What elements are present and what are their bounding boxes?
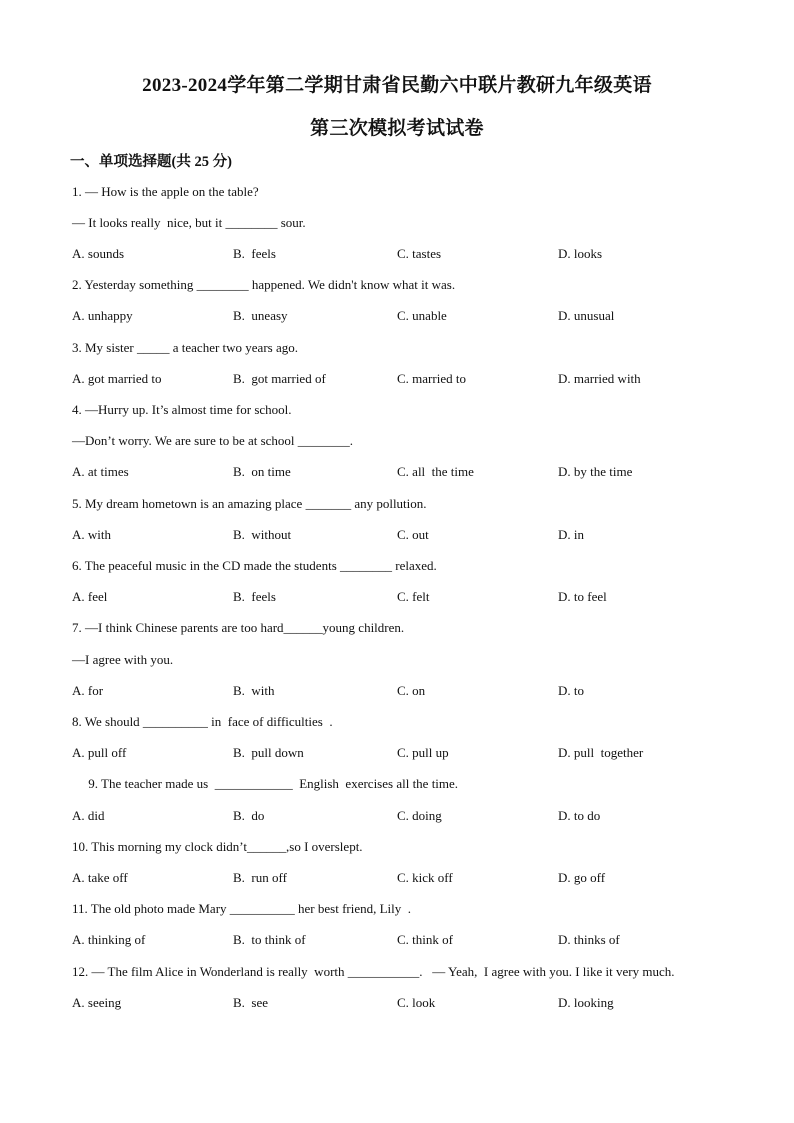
question-1-option-b: B. feels	[233, 246, 276, 261]
question-4-option-a: A. at times	[72, 464, 129, 479]
question-3-option-d: D. married with	[558, 371, 641, 386]
question-1-stem-line2: — It looks really nice, but it ________ sour.	[72, 215, 306, 230]
question-3-option-c: C. married to	[397, 371, 466, 386]
question-12-stem: 12. — The film Alice in Wonderland is really worth ___________. — Yeah, I agree with you. I like it very much.	[72, 964, 675, 979]
question-2-stem: 2. Yesterday something ________ happened. We didn't know what it was.	[72, 277, 456, 292]
question-1-option-c: C. tastes	[397, 246, 442, 261]
exam-subtitle: 第三次模拟考试试卷	[310, 118, 484, 139]
question-6-stem: 6. The peaceful music in the CD made the students ________ relaxed.	[72, 558, 437, 573]
question-7-stem-line2: —I agree with you.	[72, 652, 174, 667]
question-1-stem: 1. — How is the apple on the table?	[72, 184, 259, 199]
question-4-option-c: C. all the time	[397, 464, 474, 479]
question-11-stem: 11. The old photo made Mary __________ her best friend, Lily .	[72, 901, 412, 916]
question-8-stem: 8. We should __________ in face of difficulties .	[72, 714, 333, 729]
question-12-option-c: C. look	[397, 995, 436, 1010]
question-1-option-d: D. looks	[558, 246, 603, 261]
question-10-option-c: C. kick off	[397, 870, 453, 885]
question-5-option-c: C. out	[397, 527, 429, 542]
question-4-stem: 4. —Hurry up. It’s almost time for school.	[72, 402, 292, 417]
section-heading: 一、单项选择题(共 25 分)	[70, 154, 232, 170]
question-9-option-b: B. do	[233, 808, 265, 823]
question-5-option-b: B. without	[233, 527, 292, 542]
question-11-option-b: B. to think of	[233, 932, 306, 947]
question-12-option-b: B. see	[233, 995, 269, 1010]
question-1-option-a: A. sounds	[72, 246, 125, 261]
question-12-option-d: D. looking	[558, 995, 614, 1010]
question-11-option-a: A. thinking of	[72, 932, 146, 947]
question-10-option-a: A. take off	[72, 870, 128, 885]
question-5-option-d: D. in	[558, 527, 584, 542]
question-7-option-b: B. with	[233, 683, 275, 698]
question-4-stem-line2: —Don’t worry. We are sure to be at school ________.	[72, 433, 354, 448]
question-10-option-d: D. go off	[558, 870, 606, 885]
question-11-option-c: C. think of	[397, 932, 453, 947]
question-6-option-b: B. feels	[233, 589, 276, 604]
question-7-option-c: C. on	[397, 683, 426, 698]
question-8-option-a: A. pull off	[72, 745, 127, 760]
question-8-option-c: C. pull up	[397, 745, 449, 760]
question-3-stem: 3. My sister _____ a teacher two years ago.	[72, 340, 298, 355]
question-8-option-b: B. pull down	[233, 745, 304, 760]
question-9-option-d: D. to do	[558, 808, 601, 823]
question-9-option-c: C. doing	[397, 808, 442, 823]
question-2-option-a: A. unhappy	[72, 308, 133, 323]
question-4-option-b: B. on time	[233, 464, 291, 479]
question-5-stem: 5. My dream hometown is an amazing place _______ any pollution.	[72, 496, 427, 511]
question-6-option-c: C. felt	[397, 589, 430, 604]
question-6-option-a: A. feel	[72, 589, 108, 604]
question-9-stem: 9. The teacher made us ____________ English exercises all the time.	[72, 776, 459, 791]
question-7-option-d: D. to	[558, 683, 584, 698]
question-11-option-d: D. thinks of	[558, 932, 620, 947]
question-7-stem: 7. —I think Chinese parents are too hard______young children.	[72, 620, 405, 635]
question-8-option-d: D. pull together	[558, 745, 644, 760]
question-10-stem: 10. This morning my clock didn’t______,so I overslept.	[72, 839, 363, 854]
question-7-option-a: A. for	[72, 683, 104, 698]
question-10-option-b: B. run off	[233, 870, 287, 885]
question-4-option-d: D. by the time	[558, 464, 633, 479]
question-2-option-d: D. unusual	[558, 308, 615, 323]
question-3-option-a: A. got married to	[72, 371, 162, 386]
question-6-option-d: D. to feel	[558, 589, 607, 604]
question-2-option-b: B. uneasy	[233, 308, 288, 323]
question-12-option-a: A. seeing	[72, 995, 122, 1010]
exam-title: 2023-2024学年第二学期甘肃省民勤六中联片教研九年级英语	[142, 75, 652, 96]
question-2-option-c: C. unable	[397, 308, 447, 323]
question-9-option-a: A. did	[72, 808, 105, 823]
question-3-option-b: B. got married of	[233, 371, 326, 386]
question-5-option-a: A. with	[72, 527, 111, 542]
